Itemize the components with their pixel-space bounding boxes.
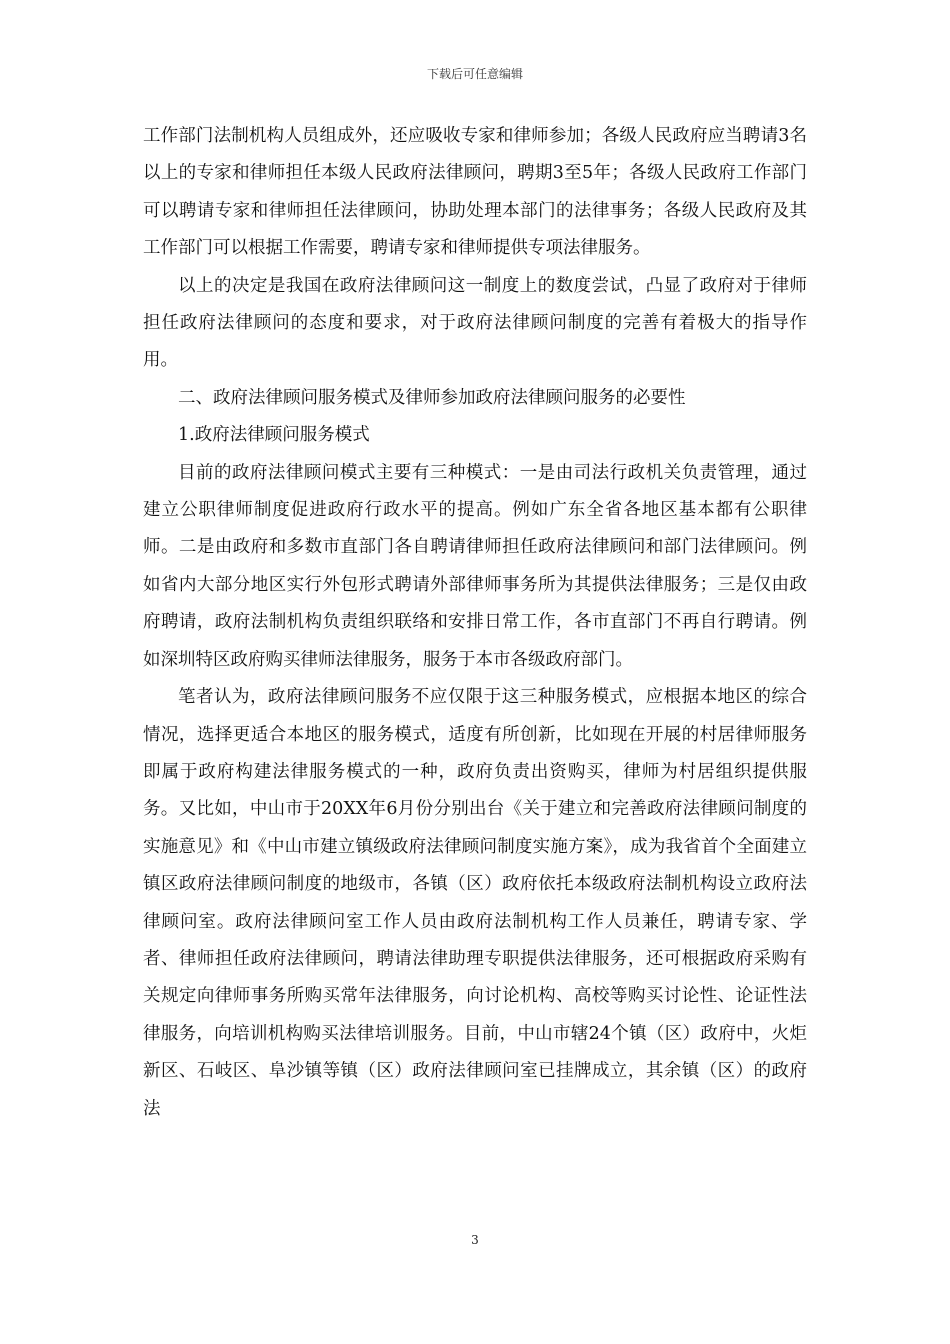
page-number: 3 <box>471 1233 479 1247</box>
paragraph-continuation: 工作部门法制机构人员组成外，还应吸收专家和律师参加；各级人民政府应当聘请3名以上的专家和律师担任本级人民政府法律顾问，聘期3至5年；各级人民政府工作部门可以聘请专家和律师担任法律顾问，协助处理本部门的法律事务；各级人民政府及其工作部门可以根据工作需要，聘请专家和律师提供专项法律服务。 <box>143 126 807 259</box>
page-header: 下载后可任意编辑 <box>426 67 523 81</box>
paragraph-models: 目前的政府法律顾问模式主要有三种模式：一是由司法行政机关负责管理，通过建立公职律师制度促进政府行政水平的提高。例如广东全省各地区基本都有公职律师。二是由政府和多数市直部门各自聘请律师担任政府法律顾问和部门法律顾问。例如省内大部分地区实行外包形式聘请外部律师事务所为其提供法律服务；三是仅由政府聘请，政府法制机构负责组织联络和安排日常工作，各市直部门不再自行聘请。例如深圳特区政府购买律师法律服务，服务于本市各级政府部门。 <box>143 462 807 670</box>
subsection-heading: 1.政府法律顾问服务模式 <box>178 425 370 446</box>
paragraph-opinion: 笔者认为，政府法律顾问服务不应仅限于这三种服务模式，应根据本地区的综合情况，选择更适合本地区的服务模式，适度有所创新，比如现在开展的村居律师服务即属于政府构建法律服务模式的一种，政府负责出资购买，律师为村居组织提供服务。又比如，中山市于20XX年6月份分别出台《关于建立和完善政府法律顾问制度的实施意见》和《中山市建立镇级政府法律顾问制度实施方案》，成为我省首个全面建立镇区政府法律顾问制度的地级市，各镇（区）政府依托本级政府法制机构设立政府法律顾问室。政府法律顾问室工作人员由政府法制机构工作人员兼任，聘请专家、学者、律师担任政府法律顾问，聘请法律助理专职提供法律服务，还可根据政府采购有关规定向律师事务所购买常年法律服务，向讨论机构、高校等购买讨论性、论证性法律服务，向培训机构购买法律培训服务。目前，中山市辖24个镇（区）政府中，火炬新区、石岐区、阜沙镇等镇（区）政府法律顾问室已挂牌成立，其余镇（区）的政府法 <box>143 687 807 1119</box>
paragraph-summary: 以上的决定是我国在政府法律顾问这一制度上的数度尝试，凸显了政府对于律师担任政府法律顾问的态度和要求，对于政府法律顾问制度的完善有着极大的指导作用。 <box>143 275 807 371</box>
document-body <box>143 118 807 1128</box>
section-heading: 二、政府法律顾问服务模式及律师参加政府法律顾问服务的必要性 <box>178 387 686 408</box>
